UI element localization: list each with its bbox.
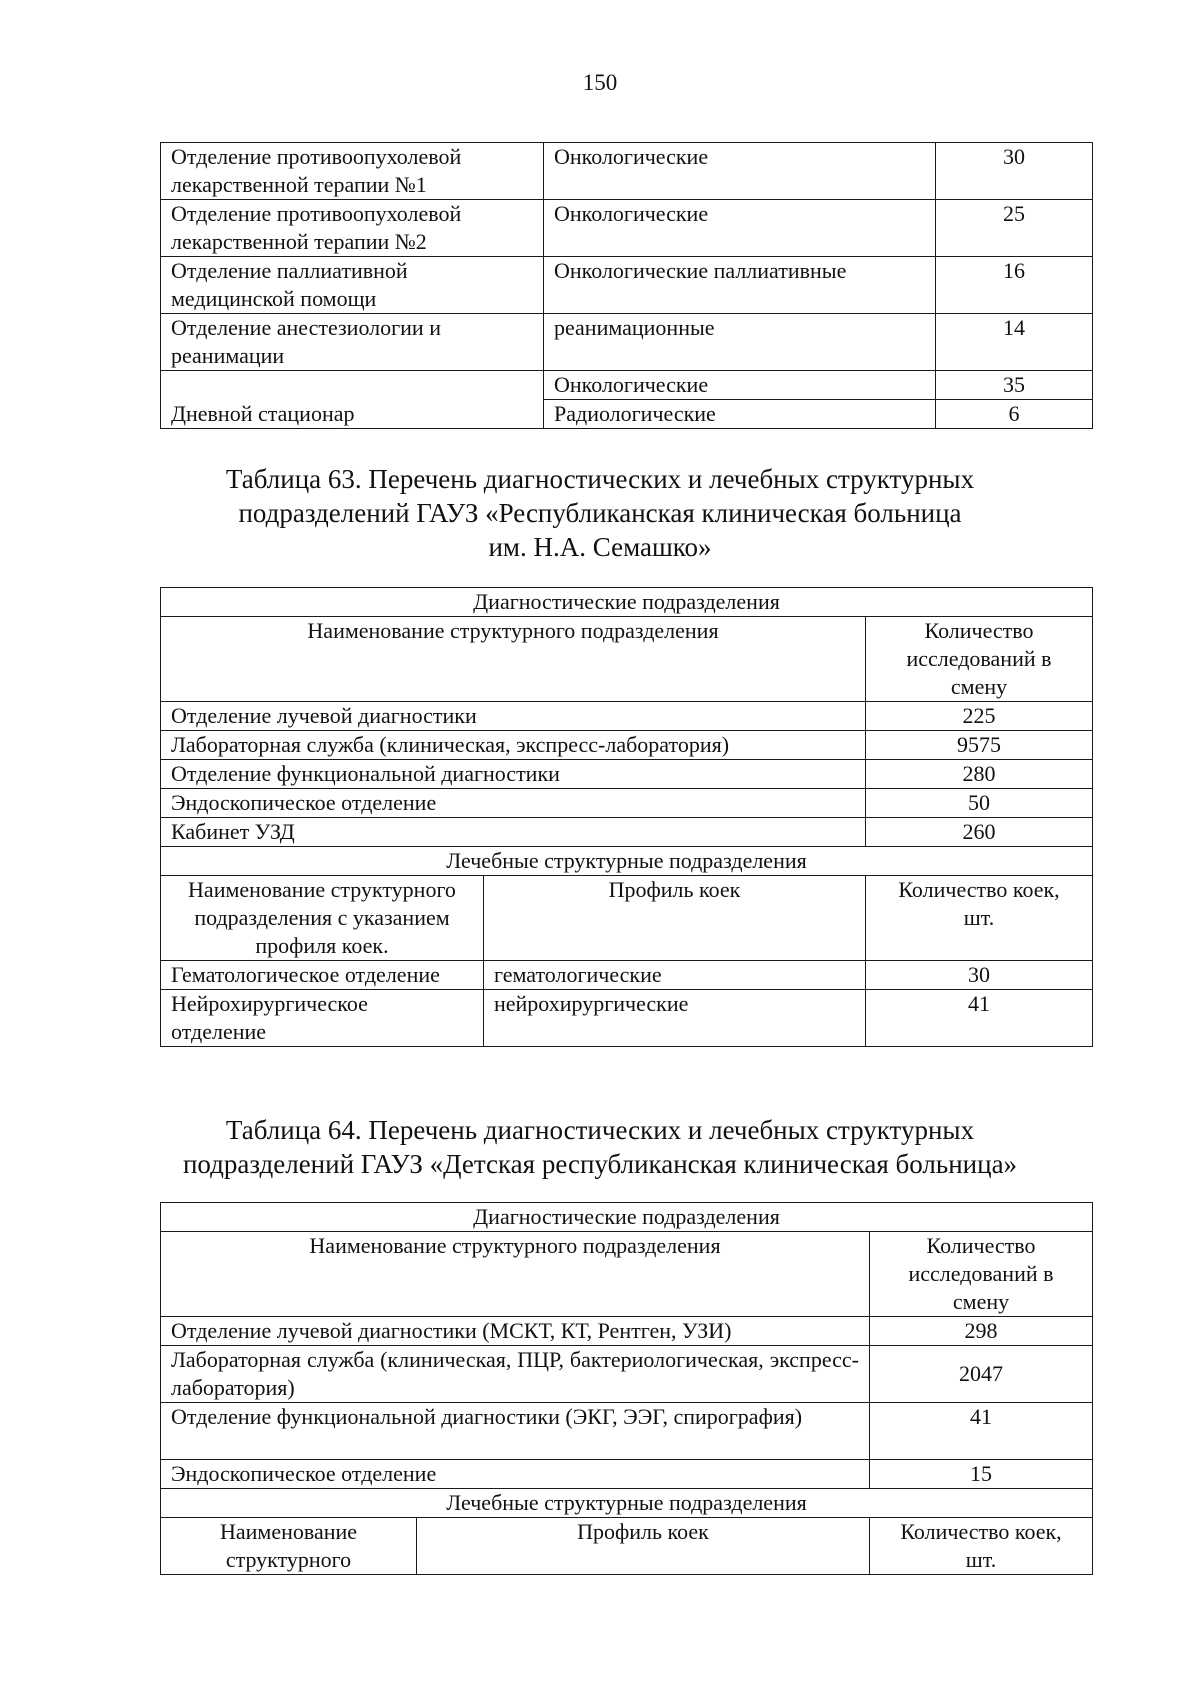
bed-count: 16 <box>936 257 1093 314</box>
bed-profile: Онкологические <box>544 143 936 200</box>
column-header-row <box>161 876 1093 961</box>
unit-name: Отделение функциональной диагностики <box>161 760 866 789</box>
table-row <box>161 961 1093 990</box>
bed-profile: нейрохирургические <box>484 990 866 1047</box>
section-header-row <box>161 1203 1093 1232</box>
column-header-count: Количество исследований в смену <box>870 1232 1093 1317</box>
unit-name: Кабинет УЗД <box>161 818 866 847</box>
section-header-row <box>161 847 1093 876</box>
bed-count: 14 <box>936 314 1093 371</box>
column-header-profile: Профиль коек <box>417 1518 870 1575</box>
study-count: 298 <box>870 1317 1093 1346</box>
column-header-name: Наименование структурного подразделения <box>161 1232 870 1317</box>
section-header-row <box>161 588 1093 617</box>
bed-profile: Радиологические <box>544 400 936 429</box>
unit-name: Эндоскопическое отделение <box>161 789 866 818</box>
bed-count: 25 <box>936 200 1093 257</box>
column-header-row <box>161 1232 1093 1317</box>
table-row <box>161 257 1093 314</box>
unit-name: Нейрохирургическое отделение <box>161 990 484 1047</box>
column-header-count: Количество коек, шт. <box>866 876 1093 961</box>
treatment-section-title: Лечебные структурные подразделения <box>161 1489 1093 1518</box>
column-header-name: Наименование структурного <box>161 1518 417 1575</box>
bed-count: 35 <box>936 371 1093 400</box>
unit-name: Лабораторная служба (клиническая, экспресс-лаборатория) <box>161 731 866 760</box>
bed-profile: Онкологические паллиативные <box>544 257 936 314</box>
page-number: 150 <box>582 70 618 95</box>
bed-count: 6 <box>936 400 1093 429</box>
study-count: 50 <box>866 789 1093 818</box>
study-count: 260 <box>866 818 1093 847</box>
bed-profile: Онкологические <box>544 371 936 400</box>
bed-count: 41 <box>866 990 1093 1047</box>
study-count: 225 <box>866 702 1093 731</box>
bed-count: 30 <box>936 143 1093 200</box>
bed-profile: гематологические <box>484 961 866 990</box>
unit-name: Отделение лучевой диагностики (МСКТ, КТ, Рентген, УЗИ) <box>161 1317 870 1346</box>
table-row <box>161 760 1093 789</box>
table-63-caption: Таблица 63. Перечень диагностических и лечебных структурных подразделений ГАУЗ «Республиканская клиническая больница им. Н.А. Семашко» <box>225 464 975 562</box>
table-63 <box>160 587 1093 1047</box>
study-count: 280 <box>866 760 1093 789</box>
table-row <box>161 1346 1093 1403</box>
department-name: Отделение паллиативной медицинской помощи <box>161 257 544 314</box>
diagnostic-section-title: Диагностические подразделения <box>161 588 1093 617</box>
column-header-name: Наименование структурного подразделения <box>161 617 866 702</box>
table-row <box>161 1403 1093 1460</box>
table-row <box>161 818 1093 847</box>
unit-name: Лабораторная служба (клиническая, ПЦР, бактериологическая, экспресс-лаборатория) <box>161 1346 870 1403</box>
treatment-section-title: Лечебные структурные подразделения <box>161 847 1093 876</box>
department-name: Отделение противоопухолевой лекарственной терапии №2 <box>161 200 544 257</box>
diagnostic-section-title: Диагностические подразделения <box>161 1203 1093 1232</box>
column-header-row <box>161 1518 1093 1575</box>
table-row <box>161 731 1093 760</box>
bed-count: 30 <box>866 961 1093 990</box>
department-name: Дневной стационар <box>161 371 544 429</box>
study-count: 41 <box>870 1403 1093 1460</box>
table-64 <box>160 1202 1093 1575</box>
section-header-row <box>161 1489 1093 1518</box>
bed-profile: Онкологические <box>544 200 936 257</box>
table-row <box>161 371 1093 400</box>
table-row <box>161 702 1093 731</box>
department-name: Отделение анестезиологии и реанимации <box>161 314 544 371</box>
column-header-name: Наименование структурного подразделения с указанием профиля коек. <box>161 876 484 961</box>
unit-name: Эндоскопическое отделение <box>161 1460 870 1489</box>
study-count: 15 <box>870 1460 1093 1489</box>
table-row <box>161 200 1093 257</box>
table-row <box>161 143 1093 200</box>
bed-capacity-table <box>160 142 1093 429</box>
unit-name: Отделение лучевой диагностики <box>161 702 866 731</box>
unit-name: Отделение функциональной диагностики (ЭКГ, ЭЭГ, спирография) <box>161 1403 870 1460</box>
study-count: 9575 <box>866 731 1093 760</box>
table-row <box>161 1460 1093 1489</box>
table-row <box>161 990 1093 1047</box>
department-name: Отделение противоопухолевой лекарственной терапии №1 <box>161 143 544 200</box>
study-count: 2047 <box>870 1346 1093 1403</box>
column-header-row <box>161 617 1093 702</box>
table-row <box>161 789 1093 818</box>
bed-profile: реанимационные <box>544 314 936 371</box>
column-header-profile: Профиль коек <box>484 876 866 961</box>
table-row <box>161 1317 1093 1346</box>
unit-name: Гематологическое отделение <box>161 961 484 990</box>
table-row <box>161 314 1093 371</box>
column-header-count: Количество коек, шт. <box>870 1518 1093 1575</box>
column-header-count: Количество исследований в смену <box>866 617 1093 702</box>
table-64-caption: Таблица 64. Перечень диагностических и лечебных структурных подразделений ГАУЗ «Детская республиканская клиническая больница» <box>182 1115 1018 1179</box>
